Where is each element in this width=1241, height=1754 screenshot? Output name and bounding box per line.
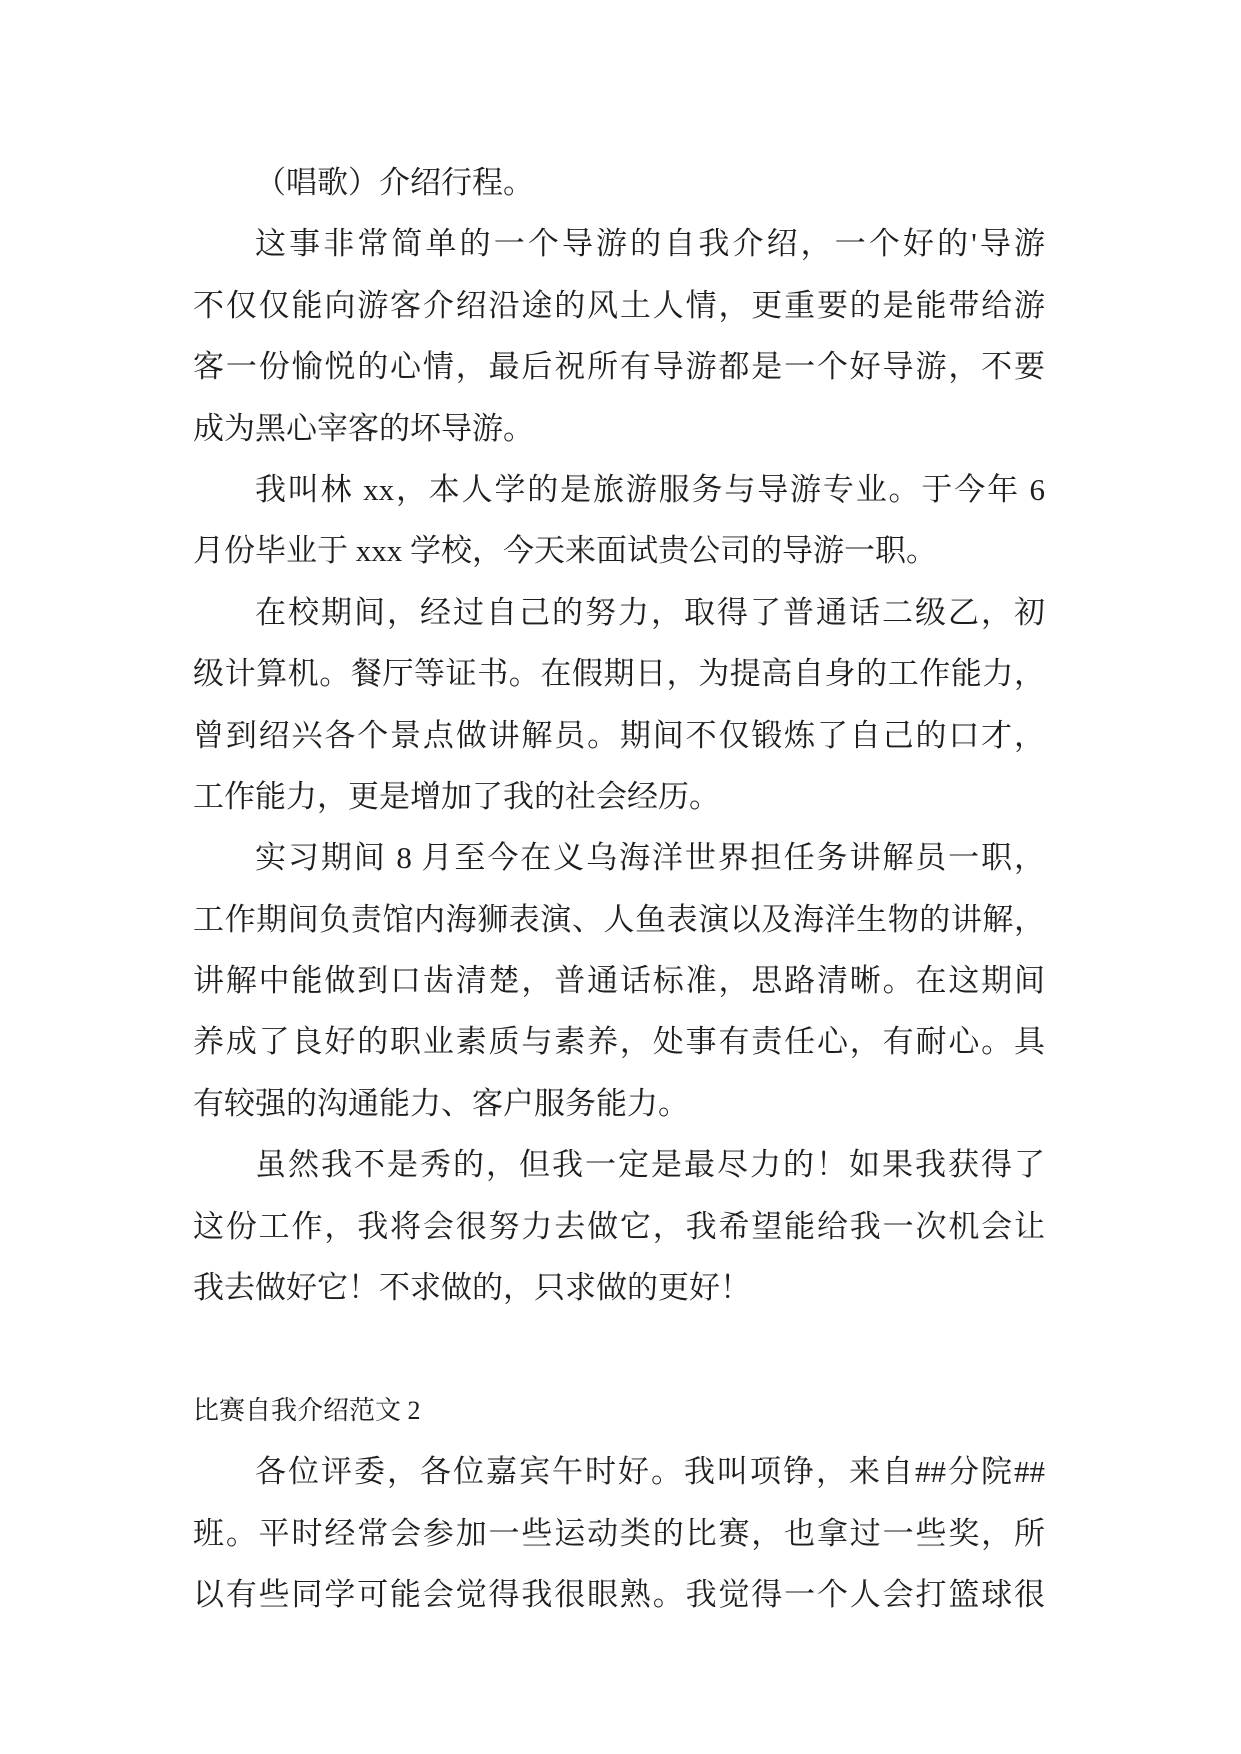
section-heading: 比赛自我介绍范文 2: [193, 1395, 421, 1425]
paragraph: [193, 213, 1045, 459]
text-line: 班。平时经常会参加一些运动类的比赛，也拿过一些奖，所: [193, 1515, 1045, 1551]
text-line: 各位评委，各位嘉宾午时好。我叫项铮，来自##分院##: [255, 1454, 1045, 1490]
text-line: 讲解中能做到口齿清楚，普通话标准，思路清晰。在这期间: [193, 963, 1045, 999]
text-line: 工作能力，更是增加了我的社会经历。: [193, 778, 720, 814]
text-line: （唱歌）介绍行程。: [255, 165, 534, 200]
paragraph: [193, 1134, 1045, 1318]
text-line: 月份毕业于 xxx 学校，今天来面试贵公司的导游一职。: [193, 533, 937, 569]
text-line: 养成了良好的职业素质与素养，处事有责任心，有耐心。具: [193, 1024, 1045, 1060]
text-line: 这事非常简单的一个导游的自我介绍，一个好的'导游: [255, 226, 1045, 262]
paragraph: [193, 1441, 1045, 1625]
paragraph: [193, 152, 1045, 213]
paragraph: [193, 827, 1045, 1134]
text-line: 曾到绍兴各个景点做讲解员。期间不仅锻炼了自己的口才，: [193, 717, 1045, 753]
text-line: 虽然我不是秀的，但我一定是最尽力的！如果我获得了: [255, 1147, 1045, 1183]
text-line: 级计算机。餐厅等证书。在假期日，为提高自身的工作能力，: [193, 656, 1045, 692]
paragraph: [193, 459, 1045, 582]
text-line: 客一份愉悦的心情，最后祝所有导游都是一个好导游，不要: [193, 349, 1045, 385]
blank-line: [193, 1318, 1045, 1379]
text-line: 这份工作，我将会很努力去做它，我希望能给我一次机会让: [193, 1208, 1045, 1244]
text-line: 以有些同学可能会觉得我很眼熟。我觉得一个人会打篮球很: [193, 1576, 1045, 1612]
text-line: 工作期间负责馆内海狮表演、人鱼表演以及海洋生物的讲解，: [193, 901, 1045, 937]
text-line: 有较强的沟通能力、客户服务能力。: [193, 1085, 689, 1121]
document-body: [193, 152, 1045, 1625]
text-line: 我去做好它！不求做的，只求做的更好！: [193, 1270, 751, 1306]
text-line: 不仅仅能向游客介绍沿途的风土人情，更重要的是能带给游: [193, 287, 1045, 323]
text-line: 在校期间，经过自己的努力，取得了普通话二级乙，初: [255, 594, 1045, 630]
text-line: 实习期间 8 月至今在义乌海洋世界担任务讲解员一职，: [255, 840, 1045, 876]
text-line: 我叫林 xx，本人学的是旅游服务与导游专业。于今年 6: [255, 471, 1045, 507]
paragraph: [193, 582, 1045, 828]
text-line: 成为黑心宰客的坏导游。: [193, 410, 534, 446]
